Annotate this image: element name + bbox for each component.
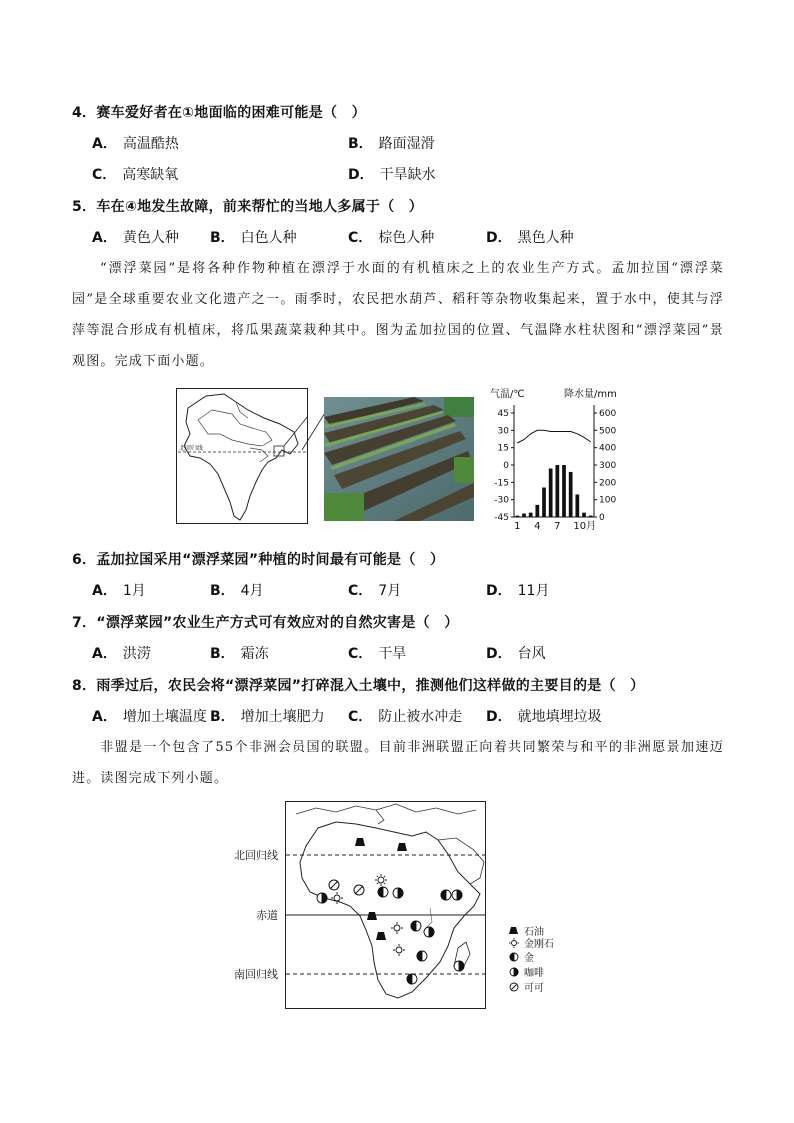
q4-option-b[interactable]: B． 路面湿滑 <box>348 136 435 152</box>
coffee-icon <box>424 927 434 937</box>
precip-bar <box>535 505 539 517</box>
month-tick-label: 10月 <box>573 521 597 531</box>
temp-tick-label: 15 <box>497 443 509 454</box>
floating-garden-photo <box>324 397 474 521</box>
precip-tick-label: 0 <box>599 513 605 523</box>
precip-bar <box>542 488 546 517</box>
temperature-curve <box>517 430 590 443</box>
equator-label: 赤道 <box>256 909 278 922</box>
temp-tick-label: -15 <box>494 478 509 489</box>
gold-icon <box>441 890 451 900</box>
month-tick-label: 1 <box>514 521 521 531</box>
q4-option-c[interactable]: C． 高寒缺氧 <box>92 167 179 183</box>
precip-bar <box>529 513 533 517</box>
q4-option-a[interactable]: A． 高温酷热 <box>92 136 179 152</box>
passage-floating-garden: “漂浮菜园”是将各种作物种植在漂浮于水面的有机植床之上的农业生产方式。孟加拉国“漂浮菜园”是全球重要农业文化遗产之一。雨季时，农民把水葫芦、稻秆等杂物收集起来，置于水中，使其与浮萍等混合形成有机植床，将瓜果蔬菜栽种其中。图为孟加拉国的位置、气温降水柱状图和“漂浮菜园”景观图。完成下面小题。 <box>72 261 724 369</box>
bangladesh-location-map <box>176 388 308 524</box>
legend-diamond-label: 金刚石 <box>524 939 554 950</box>
q5-option-c[interactable]: C． 棕色人种 <box>348 230 435 246</box>
coffee-icon <box>452 890 462 900</box>
precip-tick-label: 300 <box>599 461 617 471</box>
precip-bar <box>549 468 553 517</box>
temp-tick-label: -30 <box>494 495 509 506</box>
q7-option-a[interactable]: A． 洪涝 <box>92 646 151 662</box>
precip-bar <box>569 472 573 517</box>
question-8-stem: 8．雨季过后，农民会将“漂浮菜园”打碎混入土壤中，推测他们这样做的主要目的是（ ） <box>72 678 645 694</box>
coffee-icon <box>317 893 327 903</box>
q5-option-a[interactable]: A． 黄色人种 <box>92 230 179 246</box>
precip-tick-label: 500 <box>599 426 617 437</box>
q7-option-c[interactable]: C． 干旱 <box>348 646 407 662</box>
precip-bar <box>562 465 566 517</box>
precip-bar <box>515 516 519 517</box>
tropic-of-capricorn-label: 南回归线 <box>234 968 278 981</box>
precip-axis-title: 降水量/mm <box>564 389 617 400</box>
temp-tick-label: -45 <box>494 513 509 523</box>
precip-bar <box>589 516 593 517</box>
precip-tick-label: 400 <box>599 443 617 454</box>
question-7-stem: 7．“漂浮菜园”农业生产方式可有效应对的自然灾害是（ ） <box>72 615 459 631</box>
question-6-stem: 6．孟加拉国采用“漂浮菜园”种植的时间最有可能是（ ） <box>72 552 445 568</box>
q6-option-c[interactable]: C． 7月 <box>348 583 402 599</box>
precip-bar <box>555 465 559 517</box>
map-legend <box>509 925 554 994</box>
legend-cocoa-label: 可可 <box>524 983 544 994</box>
legend-coffee-icon <box>510 968 518 976</box>
q7-option-b[interactable]: B． 霜冻 <box>210 646 269 662</box>
q6-option-b[interactable]: B． 4月 <box>210 583 264 599</box>
gold-icon <box>417 951 427 961</box>
africa-resource-map <box>226 798 566 1012</box>
q8-option-b[interactable]: B． 增加土壤肥力 <box>210 709 325 725</box>
precip-bar <box>575 494 579 517</box>
legend-gold-icon <box>510 953 518 961</box>
tropic-of-cancer-label: 北回归线 <box>234 849 278 862</box>
precip-tick-label: 100 <box>599 495 617 506</box>
month-tick-label: 4 <box>534 521 541 531</box>
climate-chart <box>484 383 624 531</box>
gold-icon <box>407 974 417 984</box>
legend-diamond-icon <box>509 938 519 948</box>
legend-cocoa-icon <box>510 983 518 991</box>
q4-option-d[interactable]: D． 干旱缺水 <box>348 167 436 183</box>
gold-icon <box>411 921 421 931</box>
question-5-stem: 5．车在④地发生故障，前来帮忙的当地人多属于（ ） <box>72 199 424 215</box>
month-tick-label: 7 <box>554 521 561 531</box>
temp-tick-label: 0 <box>503 461 509 471</box>
temp-tick-label: 30 <box>497 426 509 437</box>
precip-bar <box>522 514 526 517</box>
q6-option-a[interactable]: A． 1月 <box>92 583 146 599</box>
legend-gold-label: 金 <box>524 953 534 964</box>
gold-icon <box>378 887 388 897</box>
coffee-icon <box>454 961 464 971</box>
coffee-icon <box>393 888 403 898</box>
q8-option-c[interactable]: C． 防止被水冲走 <box>348 709 463 725</box>
q7-option-d[interactable]: D． 台风 <box>486 646 546 662</box>
temp-tick-label: 45 <box>497 409 509 419</box>
q5-option-d[interactable]: D． 黑色人种 <box>486 230 574 246</box>
temp-axis-title: 气温/℃ <box>490 389 525 400</box>
q8-option-a[interactable]: A． 增加土壤温度 <box>92 709 207 725</box>
q6-option-d[interactable]: D． 11月 <box>486 583 550 599</box>
precip-bar <box>582 513 586 517</box>
map-tropic-label: 北回归线 <box>179 445 204 452</box>
question-4-stem: 4．赛车爱好者在①地面临的困难可能是（ ） <box>72 105 366 121</box>
q5-option-b[interactable]: B． 白色人种 <box>210 230 297 246</box>
legend-coffee-label: 咖啡 <box>524 968 544 979</box>
legend-oil-label: 石油 <box>524 927 544 938</box>
precip-tick-label: 200 <box>599 478 617 489</box>
passage-african-union: 非盟是一个包含了55个非洲会员国的联盟。目前非洲联盟正向着共同繁荣与和平的非洲愿景加速迈进。读图完成下列小题。 <box>72 740 724 786</box>
precip-tick-label: 600 <box>599 409 617 419</box>
q8-option-d[interactable]: D． 就地填埋垃圾 <box>486 709 602 725</box>
legend-oil-icon <box>509 927 518 934</box>
